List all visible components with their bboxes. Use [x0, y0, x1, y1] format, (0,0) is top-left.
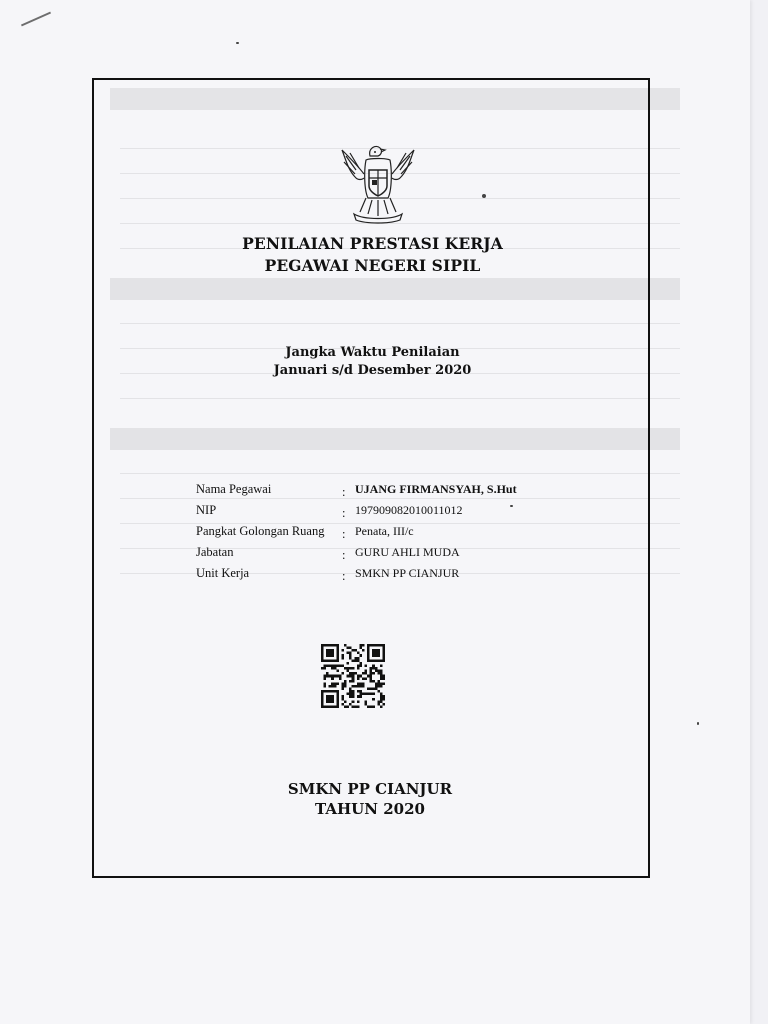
info-value: UJANG FIRMANSYAH, S.Hut — [355, 482, 517, 496]
info-colon: : — [342, 506, 346, 520]
document-title-line-1: PENILAIAN PRESTASI KERJA — [242, 234, 503, 253]
info-label: NIP — [196, 503, 217, 517]
info-value: Penata, III/c — [355, 524, 414, 538]
employee-name-row — [196, 482, 596, 503]
employee-rank-row — [196, 524, 596, 545]
period-label: Jangka Waktu Penilaian — [285, 345, 460, 360]
info-label: Nama Pegawai — [196, 482, 272, 496]
scan-speck — [236, 42, 239, 44]
info-colon: : — [342, 548, 346, 562]
info-value: 197909082010011012 — [355, 503, 463, 517]
employee-nip-row — [196, 503, 596, 524]
document-title-line-2: PEGAWAI NEGERI SIPIL — [264, 256, 481, 275]
qr-code-icon — [320, 644, 386, 708]
info-colon: : — [342, 569, 346, 583]
document-year: TAHUN 2020 — [315, 800, 425, 818]
info-label: Unit Kerja — [196, 566, 250, 580]
employee-position-row — [196, 545, 596, 566]
info-value: SMKN PP CIANJUR — [355, 566, 460, 580]
info-value: GURU AHLI MUDA — [355, 545, 460, 559]
scan-speck — [697, 722, 699, 725]
info-label: Jabatan — [196, 545, 234, 559]
employee-unit-row — [196, 566, 596, 587]
school-name: SMKN PP CIANJUR — [287, 780, 453, 798]
info-label: Pangkat Golongan Ruang — [196, 524, 325, 538]
employee-info — [196, 482, 596, 587]
garuda-emblem-icon — [336, 140, 420, 226]
info-colon: : — [342, 527, 346, 541]
info-colon: : — [342, 485, 346, 499]
period-value: Januari s/d Desember 2020 — [273, 363, 472, 378]
